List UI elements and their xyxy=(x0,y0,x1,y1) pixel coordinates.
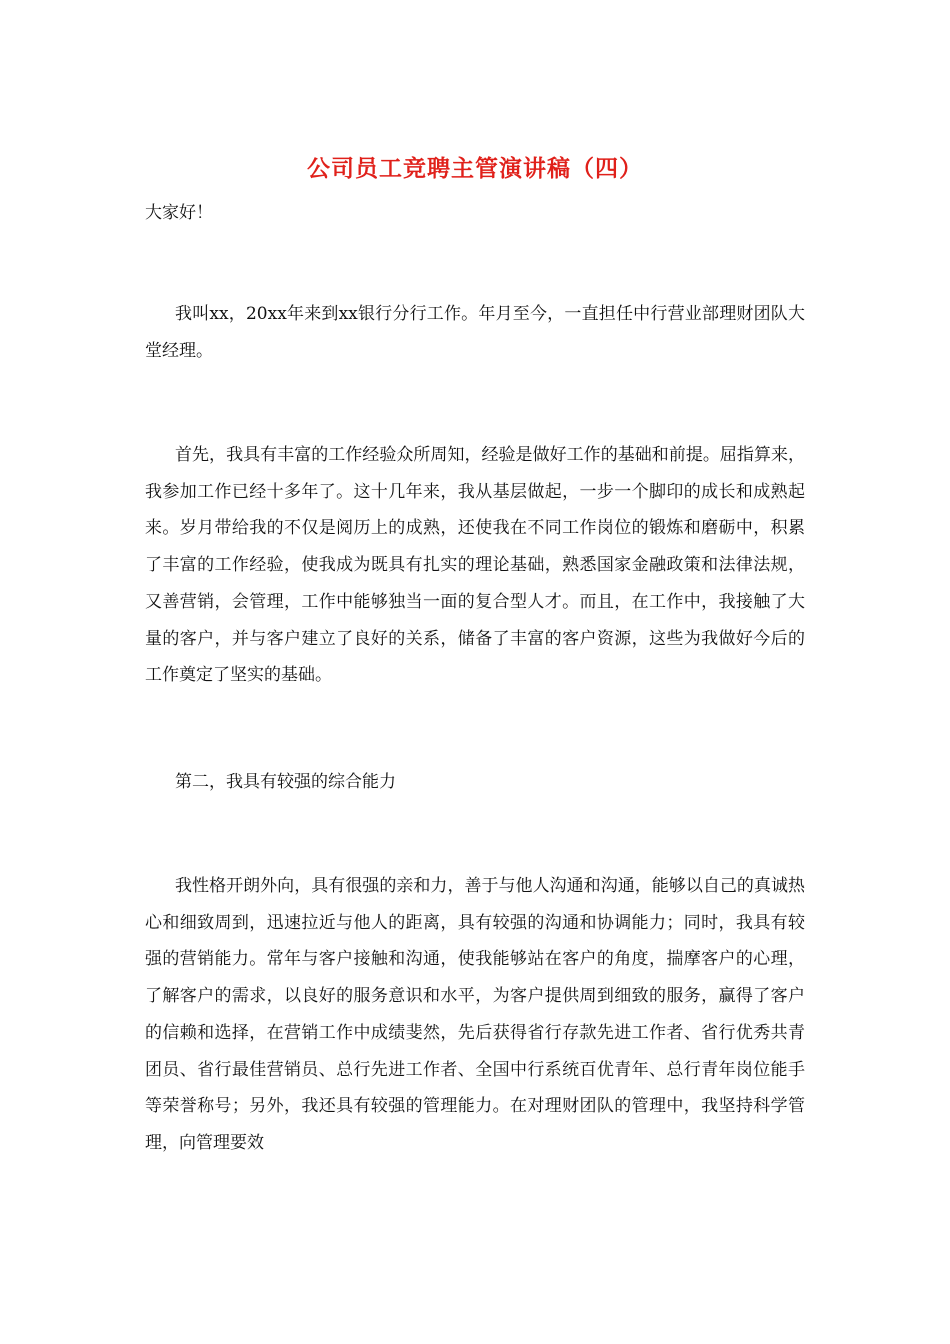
paragraph-experience: 首先，我具有丰富的工作经验众所周知，经验是做好工作的基础和前提。屈指算来，我参加工作已经十多年了。这十几年来，我从基层做起，一步一个脚印的成长和成熟起来。岁月带给我的不仅是阅历上的成熟，还使我在不同工作岗位的锻炼和磨砺中，积累了丰富的工作经验，使我成为既具有扎实的理论基础，熟悉国家金融政策和法律法规，又善营销，会管理，工作中能够独当一面的复合型人才。而且，在工作中，我接触了大量的客户，并与客户建立了良好的关系，储备了丰富的客户资源，这些为我做好今后的工作奠定了坚实的基础。 xyxy=(145,445,805,686)
paragraph-introduction: 我叫xx，20xx年来到xx银行分行工作。年月至今，一直担任中行营业部理财团队大堂经理。 xyxy=(145,304,805,361)
paragraph-abilities: 我性格开朗外向，具有很强的亲和力，善于与他人沟通和沟通，能够以自己的真诚热心和细致周到，迅速拉近与他人的距离，具有较强的沟通和协调能力；同时，我具有较强的营销能力。常年与客户接触和沟通，使我能够站在客户的角度，揣摩客户的心理，了解客户的需求，以良好的服务意识和水平，为客户提供周到细致的服务，赢得了客户的信赖和选择，在营销工作中成绩斐然，先后获得省行存款先进工作者、省行优秀共青团员、省行最佳营销员、总行先进工作者、全国中行系统百优青年、总行青年岗位能手等荣誉称号；另外，我还具有较强的管理能力。在对理财团队的管理中，我坚持科学管理，向管理要效 xyxy=(145,876,805,1153)
paragraph-second-heading: 第二，我具有较强的综合能力 xyxy=(175,772,396,792)
document-title: 公司员工竞聘主管演讲稿（四） xyxy=(307,155,643,182)
greeting-text: 大家好！ xyxy=(145,203,213,223)
